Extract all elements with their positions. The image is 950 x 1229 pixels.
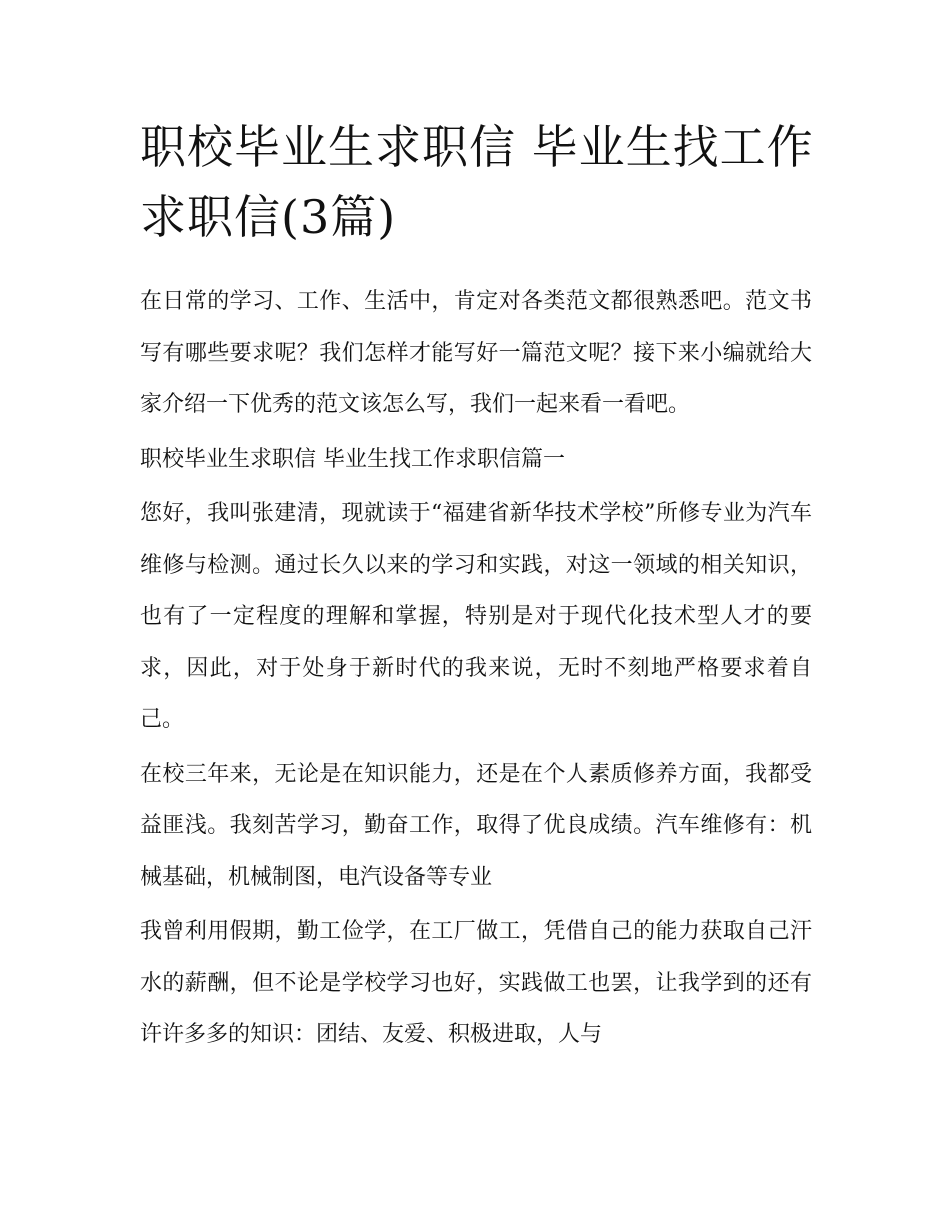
intro-paragraph: 在日常的学习、工作、生活中，肯定对各类范文都很熟悉吧。范文书写有哪些要求呢？我们怎样才能写好一篇范文呢？接下来小编就给大家介绍一下优秀的范文该怎么写，我们一起来看一看吧。	[140, 289, 812, 417]
body-paragraph: 我曾利用假期，勤工俭学，在工厂做工，凭借自己的能力获取自己汗水的薪酬，但不论是学校学习也好，实践做工也罢，让我学到的还有许许多多的知识：团结、友爱、积极进取，人与	[140, 919, 812, 1047]
document-body	[140, 276, 812, 1064]
body-paragraph: 在校三年来，无论是在知识能力，还是在个人素质修养方面，我都受益匪浅。我刻苦学习，勤奋工作，取得了优良成绩。汽车维修有：机械基础，机械制图，电汽设备等专业	[140, 761, 812, 890]
document-title: 职校毕业生求职信 毕业生找工作求职信(3篇)	[140, 120, 814, 244]
section-heading: 职校毕业生求职信 毕业生找工作求职信篇一	[140, 446, 565, 472]
body-paragraph: 您好，我叫张建清，现就读于“福建省新华技术学校”所修专业为汽车维修与检测。通过长久以来的学习和实践，对这一领域的相关知识，也有了一定程度的理解和掌握，特别是对于现代化技术型人才的要求，因此，对于处身于新时代的我来说，无时不刻地严格要求着自己。	[140, 501, 812, 732]
